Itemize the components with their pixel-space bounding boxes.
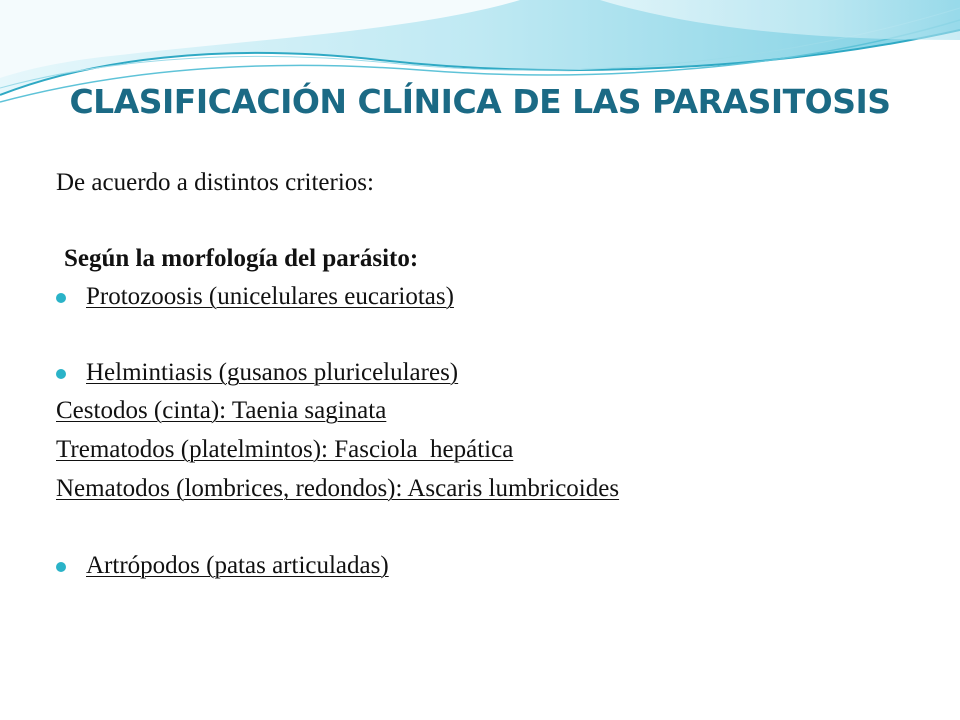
- bullet-helmintiasis: Helmintiasis (gusanos pluricelulares): [86, 359, 459, 386]
- helminth-line-trematodos: Trematodos (platelmintos): Fasciola hepática: [56, 436, 514, 463]
- bullet-dot: [56, 562, 66, 572]
- bullet-dot: [56, 369, 66, 379]
- intro-text: De acuerdo a distintos criterios:: [56, 169, 374, 196]
- subheading: Según la morfología del parásito:: [64, 245, 419, 272]
- helminth-line-nematodos: Nematodos (lombrices, redondos): Ascaris lumbricoides: [56, 475, 620, 502]
- bullet-protozoosis: Protozoosis (unicelulares eucariotas): [86, 283, 454, 310]
- bullet-dot: [56, 293, 66, 303]
- helminth-line-cestodos: Cestodos (cinta): Taenia saginata: [56, 397, 387, 424]
- slide-title: CLASIFICACIÓN CLÍNICA DE LAS PARASITOSIS: [69, 82, 891, 121]
- bullet-artropodos: Artrópodos (patas articuladas): [86, 552, 389, 579]
